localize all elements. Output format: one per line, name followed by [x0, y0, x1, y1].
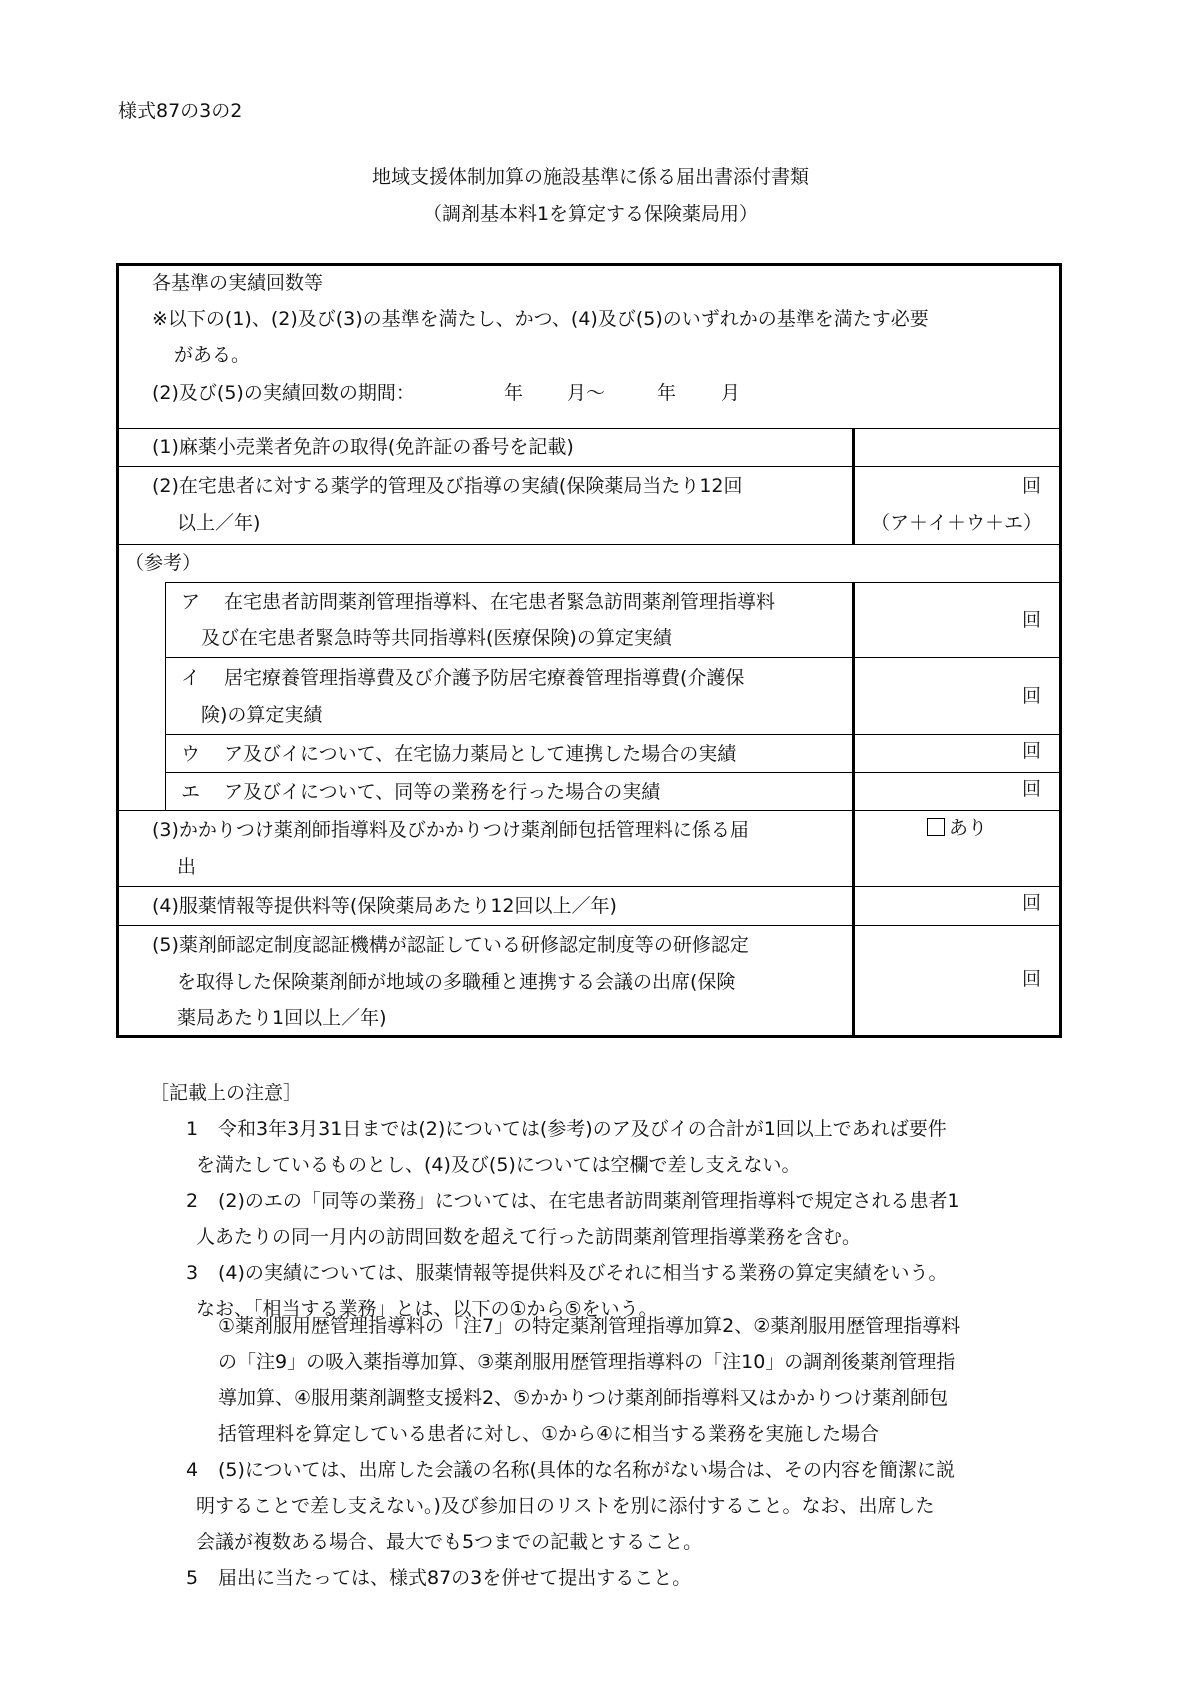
criterion-3-checkbox-label: あり: [949, 817, 988, 839]
note-3-sub-line4: 括管理料を算定している患者に対し、①から④に相当する業務を実施した場合: [218, 1423, 880, 1445]
reference-u-label: ア及びイについて、在宅協力薬局として連携した場合の実績: [224, 743, 737, 765]
criterion-2-label-line2: 以上／年): [177, 512, 261, 534]
period-end-month[interactable]: 月: [721, 382, 741, 404]
intro-note-line1: ※以下の(1)、(2)及び(3)の基準を満たし、かつ、(4)及び(5)のいずれかの基準を満たす必要: [152, 308, 929, 330]
criterion-5-label-line3: 薬局あたり1回以上／年): [177, 1007, 387, 1029]
criterion-3-label-line2: 出: [177, 856, 197, 878]
intro-note-line2: がある。: [174, 344, 251, 366]
note-1-number: 1: [186, 1118, 199, 1140]
note-2-line1: (2)のエの「同等の業務」については、在宅患者訪問薬剤管理指導料で規定される患者1: [218, 1190, 960, 1212]
reference-label: （参考）: [125, 552, 202, 574]
criterion-5-label-line1: (5)薬剤師認定制度認証機構が認証している研修認定制度等の研修認定: [152, 934, 749, 956]
note-3-number: 3: [186, 1262, 199, 1284]
note-2-line2: 人あたりの同一月内の訪問回数を超えて行った訪問薬剤管理指導業務を含む。: [196, 1226, 862, 1248]
note-4-line1: (5)については、出席した会議の名称(具体的な名称がない場合は、その内容を簡潔に説: [218, 1459, 955, 1481]
document-title: 地域支援体制加算の施設基準に係る届出書添付書類: [371, 166, 809, 188]
criterion-5-label-line2: を取得した保険薬剤師が地域の多職種と連携する会議の出席(保険: [177, 971, 736, 993]
divider: [119, 544, 1059, 545]
document-subtitle: （調剤基本料1を算定する保険薬局用）: [422, 203, 759, 225]
note-1-line2: を満たしているものとし、(4)及び(5)については空欄で差し支えない。: [196, 1154, 801, 1176]
reference-e-mark: エ: [181, 781, 201, 803]
note-4-line3: 会議が複数ある場合、最大でも5つまでの記載とすること。: [196, 1531, 703, 1553]
reference-a-label-line2: 及び在宅患者緊急時等共同指導料(医療保険)の算定実績: [201, 627, 672, 649]
column-divider: [852, 582, 855, 1037]
note-5-line1: 届出に当たっては、様式87の3を併せて提出すること。: [218, 1567, 692, 1589]
period-label: (2)及び(5)の実績回数の期間：: [152, 382, 415, 404]
reference-e-label: ア及びイについて、同等の業務を行った場合の実績: [224, 781, 661, 803]
reference-a-mark: ア: [181, 591, 201, 613]
reference-u-count-unit[interactable]: 回: [1021, 740, 1041, 762]
notes-heading: ［記載上の注意］: [150, 1082, 303, 1104]
note-3-sub-line1: ①薬剤服用歴管理指導料の「注7」の特定薬剤管理指導加算2、②薬剤服用歴管理指導料: [218, 1315, 961, 1337]
note-5-number: 5: [186, 1567, 199, 1589]
period-start-year[interactable]: 年: [504, 382, 524, 404]
criterion-1-value-field[interactable]: [855, 429, 1059, 465]
criterion-1-label: (1)麻薬小売業者免許の取得(免許証の番号を記載): [152, 436, 574, 458]
criterion-3-checkbox[interactable]: [927, 809, 987, 847]
criterion-2-formula: （ア＋イ＋ウ＋エ）: [871, 512, 1043, 534]
reference-e-count-unit[interactable]: 回: [1021, 778, 1041, 800]
criterion-2-count-unit[interactable]: 回: [1021, 475, 1041, 497]
reference-u-mark: ウ: [181, 743, 201, 765]
criterion-4-count-unit[interactable]: 回: [1021, 892, 1041, 914]
criterion-5-count-unit[interactable]: 回: [1021, 968, 1041, 990]
period-start-month[interactable]: 月～: [567, 382, 606, 404]
period-end-year[interactable]: 年: [657, 382, 677, 404]
note-2-number: 2: [186, 1190, 199, 1212]
reference-indent-line: [165, 582, 166, 810]
note-3-sub-line2: の「注9」の吸入薬指導加算、③薬剤服用歴管理指導料の「注10」の調剤後薬剤管理指: [218, 1351, 956, 1373]
note-4-number: 4: [186, 1459, 199, 1481]
reference-i-mark: イ: [181, 667, 201, 689]
checkbox-icon[interactable]: [927, 818, 945, 836]
reference-a-count-unit[interactable]: 回: [1021, 609, 1041, 631]
criterion-4-label: (4)服薬情報等提供料等(保険薬局あたり12回以上／年): [152, 895, 617, 917]
criterion-3-label-line1: (3)かかりつけ薬剤師指導料及びかかりつけ薬剤師包括管理料に係る届: [152, 819, 749, 841]
intro-heading: 各基準の実績回数等: [152, 272, 324, 294]
criterion-2-label-line1: (2)在宅患者に対する薬学的管理及び指導の実績(保険薬局当たり12回: [152, 475, 743, 497]
divider: [165, 657, 1059, 658]
reference-i-label-line1: 居宅療養管理指導費及び介護予防居宅療養管理指導費(介護保: [224, 667, 745, 689]
criteria-table: [116, 263, 1062, 1038]
note-4-line2: 明することで差し支えない。)及び参加日のリストを別に添付すること。なお、出席した: [196, 1495, 935, 1517]
reference-a-label-line1: 在宅患者訪問薬剤管理指導料、在宅患者緊急訪問薬剤管理指導料: [224, 591, 776, 613]
note-1-line1: 令和3年3月31日までは(2)については(参考)のア及びイの合計が1回以上であれば要件: [218, 1118, 947, 1140]
reference-i-label-line2: 険)の算定実績: [201, 704, 323, 726]
form-number: 様式87の3の2: [118, 100, 243, 122]
note-3-line2: なお、「相当する業務」とは、以下の①から⑤をいう。: [196, 1298, 658, 1320]
reference-i-count-unit[interactable]: 回: [1021, 685, 1041, 707]
note-3-sub-line3: 導加算、④服用薬剤調整支援料2、⑤かかりつけ薬剤師指導料又はかかりつけ薬剤師包: [218, 1387, 949, 1409]
note-3-line1: (4)の実績については、服薬情報等提供料及びそれに相当する業務の算定実績をいう。: [218, 1262, 948, 1284]
